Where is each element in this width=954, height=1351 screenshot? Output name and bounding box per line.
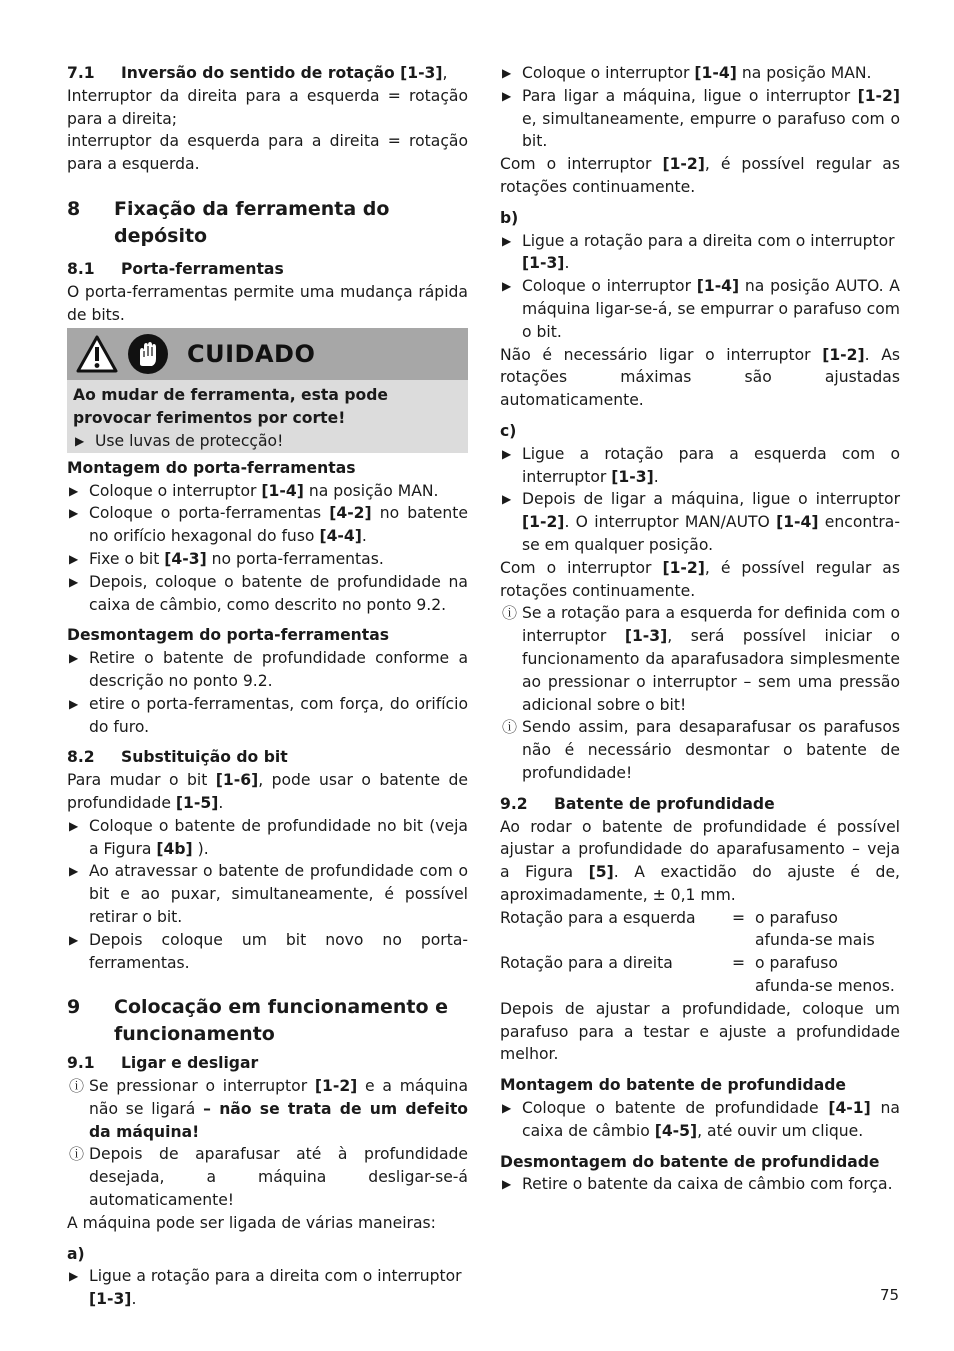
list-item xyxy=(67,929,468,975)
left-column xyxy=(67,62,468,1311)
list-item-text: etire o porta-ferramentas, com força, do orifício do furo. xyxy=(89,694,468,736)
section-title: Inversão do sentido de rotação [1-3] xyxy=(121,64,443,82)
paragraph: Com o interruptor [1-2], é possível regular as rotações continuamente. xyxy=(500,558,900,600)
list-item-text: Ligue a rotação para a esquerda com o interruptor [1-3]. xyxy=(522,444,900,486)
info-icon: ⓘ xyxy=(69,1145,85,1164)
section-title: Porta-ferramentas xyxy=(121,259,284,278)
triangle-bullet-icon: ▶ xyxy=(69,506,79,521)
list-item-text: Fixe o bit [4-3] no porta-ferramentas. xyxy=(89,549,384,568)
list-item-text: Coloque o batente de profundidade no bit (veja a Figura [4b] ). xyxy=(89,816,468,858)
triangle-bullet-icon: ▶ xyxy=(502,233,512,248)
page-number: 75 xyxy=(880,1286,900,1304)
info-icon: ⓘ xyxy=(502,718,518,737)
table-cell-label: Rotação para a esquerda xyxy=(500,908,696,927)
list-item xyxy=(500,275,900,343)
list-item xyxy=(500,443,900,489)
list-item-text: Retire o batente de profundidade conforme a descrição no ponto 9.2. xyxy=(89,649,468,690)
gloves-icon xyxy=(127,333,169,375)
section-8-heading xyxy=(67,196,468,250)
paragraph: Com o interruptor [1-2], é possível regular as rotações continuamente. xyxy=(500,155,900,196)
info-note xyxy=(67,1075,468,1143)
list-item xyxy=(67,571,468,617)
section-9-2-heading xyxy=(500,793,900,816)
caution-box xyxy=(67,328,468,452)
section-9-1-heading xyxy=(67,1052,468,1075)
right-column xyxy=(500,62,900,1196)
paragraph: O porta-ferramentas permite uma mudança rápida de bits. xyxy=(67,282,468,324)
triangle-bullet-icon: ▶ xyxy=(69,696,79,711)
caution-header xyxy=(67,328,468,380)
list-item-text: Ao atravessar o batente de profundidade com o bit e ao puxar, simultaneamente, é possível retirar o bit. xyxy=(89,862,468,926)
section-number: 8.2 xyxy=(67,748,95,767)
section-title: Substituição do bit xyxy=(121,748,288,767)
info-icon: ⓘ xyxy=(69,1077,85,1096)
triangle-bullet-icon: ▶ xyxy=(69,864,79,879)
list-item xyxy=(500,85,900,153)
paragraph: A máquina pode ser ligada de várias maneiras: xyxy=(67,1213,436,1232)
paragraph: Interruptor da direita para a esquerda = rotação para a direita; xyxy=(67,86,468,128)
triangle-bullet-icon: ▶ xyxy=(69,818,79,833)
option-a-label: a) xyxy=(67,1244,85,1263)
list-item-text: Coloque o interruptor [1-4] na posição MAN. xyxy=(89,481,439,500)
list-item-text: Coloque o batente de profundidade [4-1] na caixa de câmbio [4-5], até ouvir um clique. xyxy=(522,1099,900,1140)
list-item xyxy=(67,860,468,928)
list-item-text: Depois coloque um bit novo no porta-ferramentas. xyxy=(89,930,468,972)
triangle-bullet-icon: ▶ xyxy=(502,1101,512,1116)
table-cell-value: o parafuso afunda-se mais xyxy=(755,908,875,950)
info-note-text: Se pressionar o interruptor [1-2] e a máquina não se ligará – não se trata de um defeito da máquina! xyxy=(89,1077,468,1141)
list-item xyxy=(67,815,468,861)
section-number: 9 xyxy=(67,996,81,1019)
section-title: Ligar e desligar xyxy=(121,1054,259,1073)
info-note xyxy=(500,602,900,716)
subheading-mount-tool-holder: Montagem do porta-ferramentas xyxy=(67,458,356,477)
list-item xyxy=(500,488,900,556)
triangle-bullet-icon: ▶ xyxy=(502,279,512,294)
paragraph: Ao rodar o batente de profundidade é possível ajustar a profundidade do aparafusamento – veja a Figura [5]. A exactidão do ajuste é de, aproximadamente, ± 0,1 mm. xyxy=(500,817,900,904)
list-item xyxy=(67,548,468,571)
list-item xyxy=(500,1173,900,1196)
table-cell-value: o parafuso afunda-se menos. xyxy=(755,954,895,996)
info-note xyxy=(67,1143,468,1211)
triangle-bullet-icon: ▶ xyxy=(502,88,512,103)
triangle-bullet-icon: ▶ xyxy=(69,651,79,666)
paragraph: Depois de ajustar a profundidade, coloque um parafuso para a testar e ajuste a profundidade melhor. xyxy=(500,999,900,1064)
triangle-bullet-icon: ▶ xyxy=(69,483,79,498)
list-item xyxy=(67,693,468,739)
section-8-1-heading xyxy=(67,258,468,281)
table-cell-equals: = xyxy=(732,954,746,973)
section-8-2-heading xyxy=(67,746,468,769)
info-note-text: Sendo assim, para desaparafusar os parafusos não é necessário desmontar o batente de profundidade! xyxy=(522,718,900,782)
caution-title: CUIDADO xyxy=(187,339,316,368)
list-item xyxy=(73,430,462,453)
list-item-text: Use luvas de protecção! xyxy=(95,431,284,450)
section-title: Batente de profundidade xyxy=(554,794,775,813)
section-number: 9.2 xyxy=(500,794,528,813)
list-item-text: Depois, coloque o batente de profundidade na caixa de câmbio, como descrito no ponto 9.2. xyxy=(89,572,468,614)
list-item-text: Coloque o porta-ferramentas [4-2] no batente no orifício hexagonal do fuso [4-4]. xyxy=(89,504,468,546)
info-note xyxy=(500,716,900,784)
caution-warning-text: Ao mudar de ferramenta, esta pode provocar ferimentos por corte! xyxy=(73,386,388,428)
list-item xyxy=(67,1265,468,1311)
list-item xyxy=(67,502,468,548)
table-cell-equals: = xyxy=(732,908,746,927)
option-b-label: b) xyxy=(500,208,519,227)
section-7-1-heading xyxy=(67,62,468,85)
option-c-label: c) xyxy=(500,421,517,440)
triangle-bullet-icon: ▶ xyxy=(69,1269,79,1284)
list-item xyxy=(500,62,900,85)
list-item xyxy=(67,647,468,693)
section-number: 7.1 xyxy=(67,64,95,82)
table-cell-label: Rotação para a direita xyxy=(500,954,673,973)
triangle-bullet-icon: ▶ xyxy=(502,492,512,507)
list-item-text: Ligue a rotação para a direita com o interruptor [1-3]. xyxy=(522,231,895,273)
list-item-text: Para ligar a máquina, ligue o interruptor [1-2] e, simultaneamente, empurre o parafuso com o bit. xyxy=(522,86,900,151)
triangle-bullet-icon: ▶ xyxy=(69,932,79,947)
info-note-text: Se a rotação para a esquerda for definida com o interruptor [1-3], será possível iniciar o funcionamento da aparafusadora simplesmente ao pressionar o interruptor – sem uma pressão adicional sobre o bit! xyxy=(522,604,900,714)
list-item xyxy=(500,230,900,276)
list-item xyxy=(500,1097,900,1143)
section-number: 8.1 xyxy=(67,259,95,278)
triangle-bullet-icon: ▶ xyxy=(502,1177,512,1192)
triangle-bullet-icon: ▶ xyxy=(69,551,79,566)
info-note-text: Depois de aparafusar até à profundidade desejada, a máquina desligar-se-á automaticamente! xyxy=(89,1145,468,1210)
section-title: Fixação da ferramenta do depósito xyxy=(114,197,390,247)
rotation-table xyxy=(500,907,900,998)
caution-body xyxy=(67,380,468,452)
list-item xyxy=(67,480,468,503)
section-title-suffix: , xyxy=(442,64,448,82)
section-number: 8 xyxy=(67,197,81,220)
list-item-text: Ligue a rotação para a direita com o interruptor [1-3]. xyxy=(89,1267,462,1309)
section-9-heading xyxy=(67,994,468,1048)
list-item-text: Retire o batente da caixa de câmbio com força. xyxy=(522,1175,893,1194)
triangle-bullet-icon: ▶ xyxy=(69,574,79,589)
section-title: Colocação em funcionamento e funcionamento xyxy=(114,996,449,1046)
subheading-dismount-tool-holder: Desmontagem do porta-ferramentas xyxy=(67,626,390,645)
triangle-bullet-icon: ▶ xyxy=(502,446,512,461)
triangle-bullet-icon: ▶ xyxy=(502,66,512,80)
info-icon: ⓘ xyxy=(502,604,518,623)
paragraph: interruptor da esquerda para a direita = rotação para a esquerda. xyxy=(67,132,468,174)
warning-triangle-icon xyxy=(75,334,119,374)
list-item-text: Depois de ligar a máquina, ligue o interruptor [1-2]. O interruptor MAN/AUTO [1-4] encontra-se em qualquer posição. xyxy=(522,490,900,554)
subheading-dismount-depth-stop: Desmontagem do batente de profundidade xyxy=(500,1152,880,1171)
list-item-text: Coloque o interruptor [1-4] na posição MAN. xyxy=(522,64,872,82)
section-number: 9.1 xyxy=(67,1054,95,1073)
paragraph: Para mudar o bit [1-6], pode usar o batente de profundidade [1-5]. xyxy=(67,771,468,812)
subheading-mount-depth-stop: Montagem do batente de profundidade xyxy=(500,1076,846,1095)
paragraph: Não é necessário ligar o interruptor [1-2]. As rotações máximas são ajustadas automaticamente. xyxy=(500,345,900,410)
list-item-text: Coloque o interruptor [1-4] na posição AUTO. A máquina ligar-se-á, se empurrar o parafuso com o bit. xyxy=(522,277,900,341)
triangle-bullet-icon: ▶ xyxy=(75,433,85,448)
